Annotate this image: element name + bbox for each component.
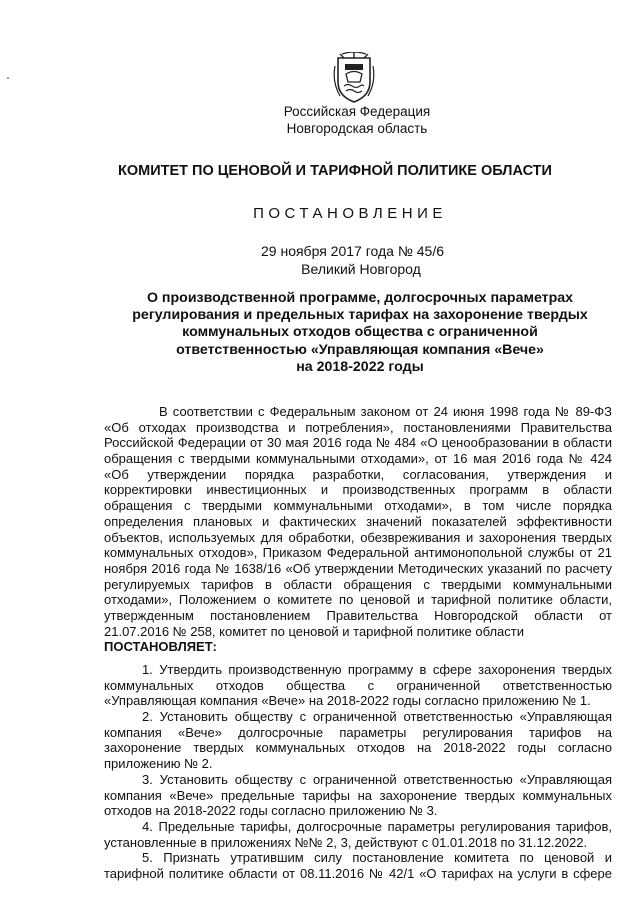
body-line: отходов на 2018-2022 годы согласно приложению № 3. <box>104 803 438 819</box>
title-line: О производственной программе, долгосрочных параметрах <box>146 290 574 306</box>
body-line: «Об утверждении порядка разработки, согласования, утверждения и <box>104 466 612 482</box>
title-line: ответственностью «Управляющая компания «Вече» <box>176 341 544 358</box>
date-number: 29 ноября 2017 года № 45/6 <box>261 243 444 259</box>
body-line: Российской Федерации от 30 мая 2016 года № 484 «О ценообразовании в области <box>104 435 612 451</box>
title-line: коммунальных отходов общества с ограниченной <box>182 324 538 341</box>
city-name: Великий Новгород <box>301 261 421 277</box>
body-line: коммунальных отходов», Приказом Федеральной антимонопольной службы от 21 <box>104 545 612 561</box>
body-line: обращения с твердыми коммунальными отходами», от 16 мая 2016 года № 424 <box>104 451 612 467</box>
document-type: ПОСТАНОВЛЕНИЕ <box>253 205 447 222</box>
body-line: 4. Предельные тарифы, долгосрочные параметры регулирования тарифов, <box>142 818 612 834</box>
coat-of-arms-icon <box>332 52 376 104</box>
body-line: В соответствии с Федеральным законом от 24 июня 1998 года № 89-ФЗ <box>159 404 612 419</box>
body-line: отходами», Положением о комитете по ценовой и тарифной политике области, <box>104 592 612 608</box>
title-line: на 2018-2022 годы <box>296 358 424 375</box>
body-line: 1. Утвердить производственную программу в сфере захоронения твердых <box>142 662 612 677</box>
body-line: обращения с твердыми коммунальными отходами», в том числе порядка <box>104 498 612 514</box>
body-line: ноября 2016 года № 1638/16 «Об утверждении Методических указаний по расчету <box>104 560 612 576</box>
preamble-paragraph <box>104 404 612 639</box>
item-4 <box>104 819 612 850</box>
body-line: компания «Вече» предельные тарифы на захоронение твердых коммунальных <box>104 787 612 803</box>
item-3 <box>104 772 612 819</box>
body-line: коммунальных отходов общества с ограниченной ответственностью <box>104 677 612 693</box>
body-line: «Об отходах производства и потребления», постановлениями Правительства <box>104 419 612 435</box>
document-body <box>104 404 612 882</box>
resolution-title <box>100 290 620 376</box>
body-line: объектов, используемых для обработки, обезвреживания и захоронения твердых <box>104 529 612 545</box>
body-line: 2. Установить обществу с ограниченной ответственностью «Управляющая <box>142 709 612 725</box>
body-line: 5. Признать утратившим силу постановление комитета по ценовой и <box>142 850 612 866</box>
scan-speck <box>7 77 9 79</box>
country-name: Российская Федерация <box>283 104 431 119</box>
body-line: определения плановых и фактических значений показателей эффективности <box>104 513 612 529</box>
body-line: приложению № 2. <box>104 756 213 772</box>
body-line: 21.07.2016 № 258, комитет по ценовой и тарифной политике области <box>104 623 524 639</box>
body-line: регулируемых тарифов в области обращения с твердыми коммунальными <box>104 576 612 592</box>
body-line: «Управляющая компания «Вече» на 2018-2022 годы согласно приложению № 1. <box>104 693 591 709</box>
item-1 <box>104 662 612 709</box>
region-name: Новгородская область <box>286 121 428 136</box>
body-line: захоронение твердых коммунальных отходов на 2018-2022 годы согласно <box>104 740 612 756</box>
item-2 <box>104 709 612 772</box>
committee-name: КОМИТЕТ ПО ЦЕНОВОЙ И ТАРИФНОЙ ПОЛИТИКЕ ОБЛАСТИ <box>118 163 552 179</box>
body-line: тарифной политике области от 08.11.2016 № 42/1 «О тарифах на услуги в сфере <box>104 865 612 881</box>
body-line: 3. Установить обществу с ограниченной ответственностью «Управляющая <box>142 771 612 787</box>
body-line: компания «Вече» долгосрочные параметры регулирования тарифов на <box>104 724 612 740</box>
title-line: регулирования и предельных тарифах на захоронение твердых <box>132 307 588 324</box>
body-line: корректировки инвестиционных и производственных программ в области <box>104 482 612 498</box>
body-line: установленные в приложениях №№ 2, 3, действуют с 01.01.2018 по 31.12.2022. <box>104 834 588 850</box>
body-line: утвержденным постановлением Правительства Новгородской области от <box>104 607 612 623</box>
resolves-heading: ПОСТАНОВЛЯЕТ: <box>104 639 217 655</box>
item-5 <box>104 850 612 881</box>
